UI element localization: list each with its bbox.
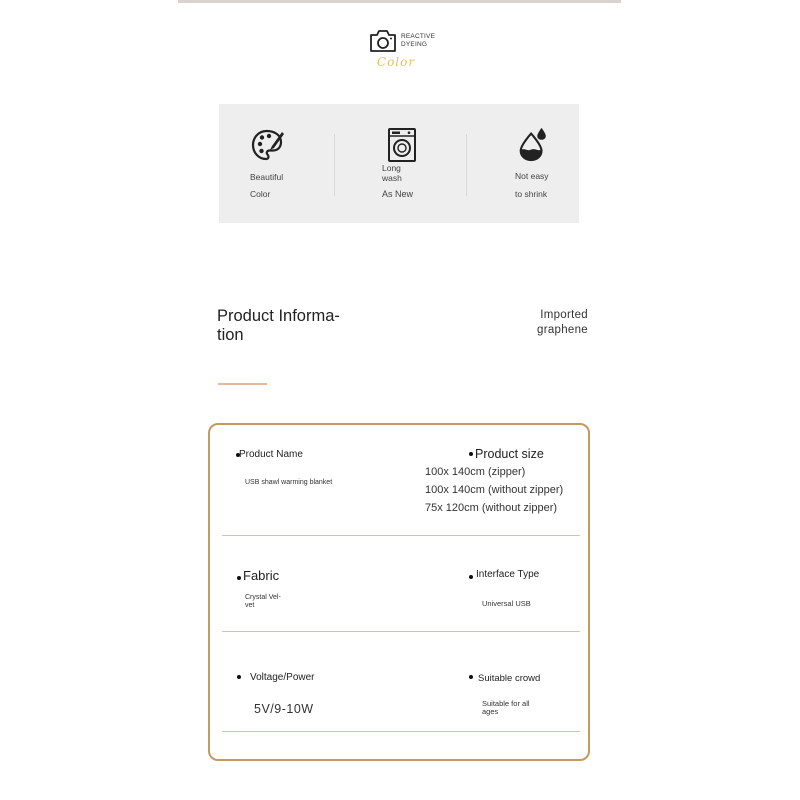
feature-divider [334,134,335,196]
suitable-crowd-value: Suitable for all ages [482,699,530,716]
product-name-value: USB shawl warming blanket [245,479,333,486]
bullet-dot [469,675,473,679]
interface-type-value: Universal USB [482,599,531,608]
product-size-label: Product size [475,447,544,461]
row-divider [222,535,580,536]
palette-icon [251,128,285,164]
feature-longwash-line2: wash [382,173,402,183]
top-decorative-strip [178,0,621,3]
fabric-label: Fabric [243,568,280,583]
feature-longwash-line1: Long [382,163,401,173]
feature-shrink-line1: Not easy [515,171,549,181]
voltage-power-value: 5V/9-10W [254,702,314,716]
product-size-value-3: 75x 120cm (without zipper) [425,502,558,514]
voltage-power-label: Voltage/Power [250,672,315,683]
interface-type-label: Interface Type [476,569,540,580]
badge-text-reactive: REACTIVE [401,33,436,40]
fabric-value: Crystal Vel- vet [245,594,281,609]
bullet-dot [469,575,473,579]
suitable-crowd-label: Suitable crowd [478,673,541,684]
imported-graphene-note: Imported graphene [537,309,588,336]
bullet-dot [237,675,241,679]
feature-beautiful-line1: Beautiful [250,172,284,182]
row-divider [222,731,580,732]
product-name-label: Product Name [239,449,303,460]
badge-script-color: Color [376,55,416,69]
feature-shrink-line2: to shrink [515,189,548,199]
feature-longwash-line3: As New [382,189,414,199]
title-underline [218,383,267,385]
water-drop-icon [516,126,550,162]
bullet-dot [469,452,473,456]
feature-beautiful-line2: Color [250,189,271,199]
product-size-value-2: 100x 140cm (without zipper) [425,484,564,496]
feature-divider [466,134,467,196]
washing-machine-icon [385,127,419,163]
page-title: Product Informa- tion [217,307,340,344]
product-size-value-1: 100x 140cm (zipper) [425,466,526,478]
badge-text-dyeing: DYEING [401,41,428,48]
row-divider [222,631,580,632]
camera-icon [369,28,397,54]
bullet-dot [237,576,241,580]
